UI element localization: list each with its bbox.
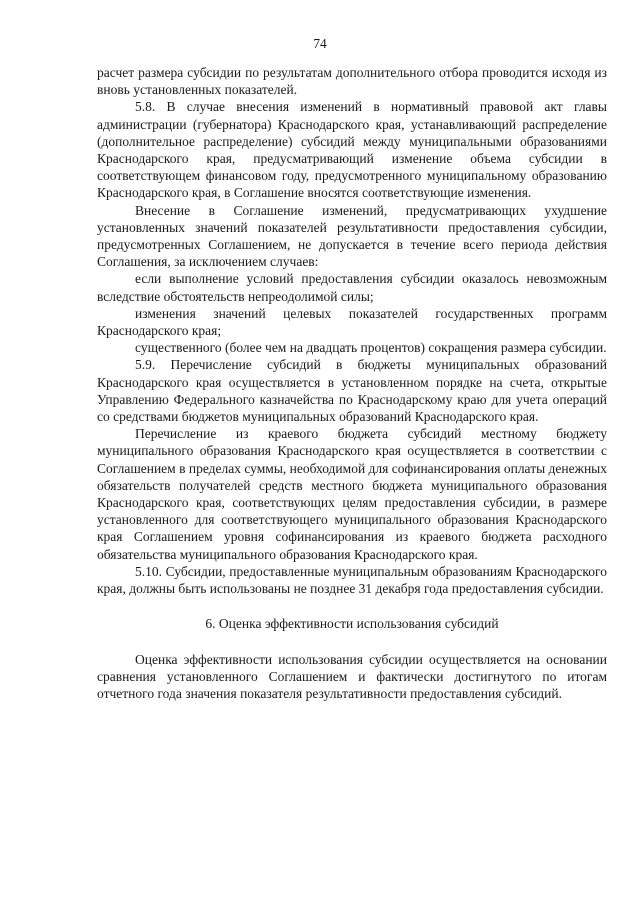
- paragraph: расчет размера субсидии по результатам дополнительного отбора проводится исходя из вновь установленных показателей.: [97, 65, 607, 98]
- page-number: 74: [313, 36, 327, 51]
- document-body: [97, 64, 607, 702]
- paragraph: 5.9. Перечисление субсидий в бюджеты муниципальных образований Краснодарского края осуществляется в установленном порядке на счета, открытые Управлению Федерального казначейства по Краснодарскому краю для учета операций со средствами бюджетов муниципальных образований Краснодарского края.: [97, 357, 607, 425]
- paragraph: изменения значений целевых показателей государственных программ Краснодарского края;: [97, 305, 607, 339]
- paragraph: существенного (более чем на двадцать процентов) сокращения размера субсидии.: [135, 340, 607, 356]
- section-heading: 6. Оценка эффективности использования субсидий: [205, 616, 499, 632]
- paragraph: если выполнение условий предоставления субсидии оказалось невозможным вследствие обстоятельств непреодолимой силы;: [97, 271, 607, 304]
- paragraph: Перечисление из краевого бюджета субсидий местному бюджету муниципального образования Краснодарского края осуществляется в соответствии с Соглашением в пределах суммы, необходимой для софинансирования оплаты денежных обязательств получателей средств местного бюджета муниципального образования Краснодарского края, соответствующих целям предоставления субсидии, в размере установленного для соответствующего муниципального образования Краснодарского края Соглашением уровня софинансирования из краевого бюджета расходного обязательства муниципального образования Краснодарского края.: [97, 426, 607, 562]
- paragraph: Оценка эффективности использования субсидии осуществляется на основании сравнения установленного Соглашением и фактически достигнутого по итогам отчетного года значения показателя результативности предоставления субсидий.: [97, 651, 607, 701]
- paragraph: 5.10. Субсидии, предоставленные муниципальным образованиям Краснодарского края, должны быть использованы не позднее 31 декабря года предоставления субсидии.: [97, 563, 607, 597]
- paragraph: 5.8. В случае внесения изменений в нормативный правовой акт главы администрации (губернатора) Краснодарского края, устанавливающий распределение (дополнительное распределение) субсидий между муниципальными образованиями Краснодарского края, предусматривающий изменение объема субсидии в соответствующем финансовом году, предусмотренного муниципальному образованию Краснодарского края, в Соглашение вносятся соответствующие изменения.: [97, 99, 607, 201]
- paragraph: Внесение в Соглашение изменений, предусматривающих ухудшение установленных значений показателей результативности предоставления субсидии, предусмотренных Соглашением, не допускается в течение всего периода действия Соглашения, за исключением случаев:: [97, 202, 607, 270]
